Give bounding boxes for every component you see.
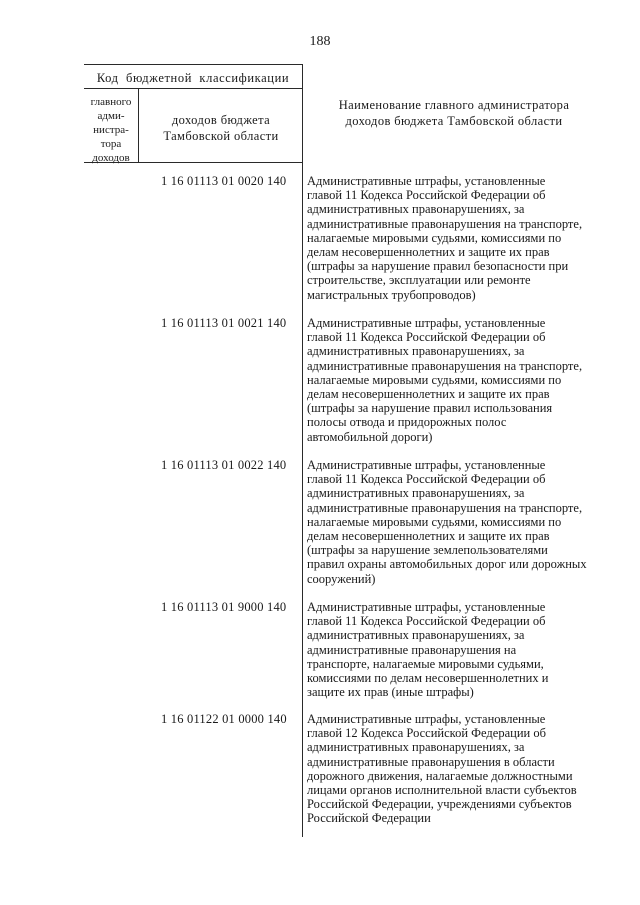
header-code-divider [84,88,302,89]
income-code-cell: 1 16 01122 01 0000 140 [161,712,287,726]
income-code-cell: 1 16 01113 01 9000 140 [161,600,287,614]
description-cell: Административные штрафы, установленные главой 12 Кодекса Российской Федерации об административных правонарушениях, за административные правонарушения в области дорожного движения, налагаемые должностными лицами органов исполнительной власти субъектов Российской Федерации, учреждениями субъектов Российской Федерации [307,712,577,826]
page-number: 188 [309,34,331,49]
column-divider-code [302,64,303,837]
income-code-cell: 1 16 01113 01 0021 140 [161,316,287,330]
header-budget-code: Код бюджетной классификации [96,71,290,85]
description-cell: Административные штрафы, установленные главой 11 Кодекса Российской Федерации об административных правонарушениях, за административные правонарушения на транспорте, налагаемые мировыми судьями, комиссиями по делам несовершеннолетних и защите их прав (штрафы за нарушение землепользователями правил охраны автомобильных дорог или дорожных сооружений) [307,458,587,586]
header-administrator-name: Наименование главного администратора доходов бюджета Тамбовской области [338,98,570,128]
column-divider-admin [138,88,139,162]
income-code-cell: 1 16 01113 01 0020 140 [161,174,287,188]
description-cell: Административные штрафы, установленные главой 11 Кодекса Российской Федерации об административных правонарушениях, за административные правонарушения на транспорте, налагаемые мировыми судьями, комиссиями по делам несовершеннолетних и защите их прав (штрафы за нарушение правил использования полосы отвода и придорожных полос автомобильной дороги) [307,316,583,444]
table-top-border [84,64,302,65]
description-cell: Административные штрафы, установленные главой 11 Кодекса Российской Федерации об административных правонарушениях, за административные правонарушения на транспорте, налагаемые мировыми судьями, комиссиями по делам несовершеннолетних и защите их прав (иные штрафы) [307,600,549,700]
header-income-code: доходов бюджета Тамбовской области [163,113,279,143]
description-cell: Административные штрафы, установленные главой 11 Кодекса Российской Федерации об административных правонарушениях, за административные правонарушения на транспорте, налагаемые мировыми судьями, комиссиями по делам несовершеннолетних и защите их прав (штрафы за нарушение правил безопасности при строительстве, эксплуатации или ремонте магистральных трубопроводов) [307,174,583,302]
header-chief-admin: главного адми- нистра- тора доходов [90,96,132,164]
income-code-cell: 1 16 01113 01 0022 140 [161,458,287,472]
